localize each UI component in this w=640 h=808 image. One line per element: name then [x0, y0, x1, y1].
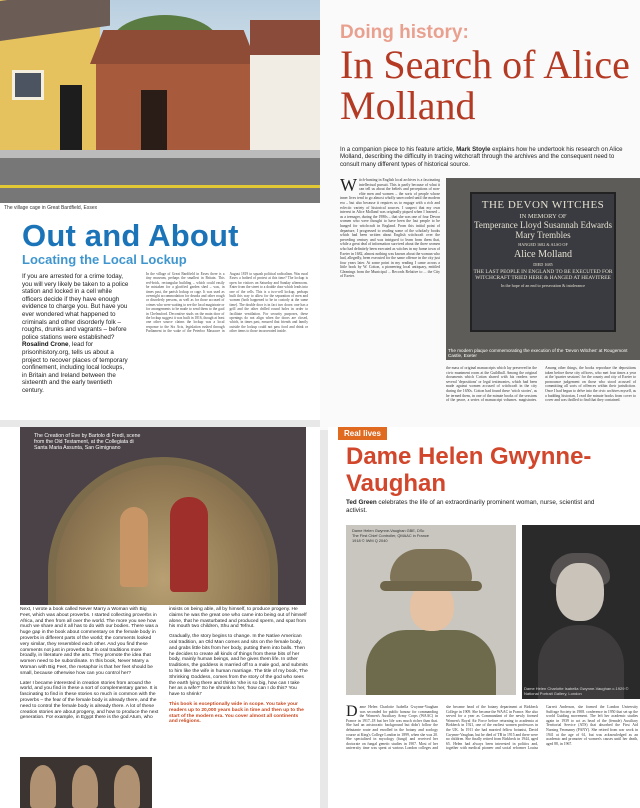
drop-cap: W: [340, 175, 357, 195]
interview-question: This book is exceptionally wide in scope. You take your readers up to 20,000 years back in time and then up to the start of the modern era. You cover almost all continents and religions.: [169, 701, 304, 725]
plaque-photo: [446, 178, 640, 360]
section-label: Doing history:: [340, 22, 469, 43]
fresco-figure: [170, 497, 208, 592]
article-intro: In a companion piece to his feature article, Mark Stoyle explains how he undertook his research on Alice Molland, describing the difficulty in tracing witchcraft through the archives and the consequent need to consult many different types of historical source.: [340, 146, 623, 168]
photo-lockup-building: [96, 60, 251, 155]
uniform-portrait: [346, 525, 516, 695]
devon-witches-plaque: THE DEVON WITCHES IN MEMORY OF Temperance Lloyd Susannah Edwards Mary Trembles HANGED 1682 & ALSO OF Alice Molland DIED 1685 THE LAST PEOPLE IN ENGLAND TO BE EXECUTED FOR WITCHCRAFT TRIED HERE & HANGED AT HEAVITREE In the hope of an end to persecution & intolerance: [470, 192, 616, 332]
article-intro: If you are arrested for a crime today, you will very likely be taken to a police station and locked in a cell while officers decide if they have enough evidence to charge you. But have you ever wondered what happened to criminals and other disorderly folk – roughs, drunks and vagrants – before police stations were established? Rosalind Crone, lead for prisonhistory.org, tells us about a project to recover places of temporary confinement, including local lockups, in Britain and Ireland between the sixteenth and the early twentieth century.: [22, 273, 129, 394]
statues-photo: [20, 757, 152, 808]
article-body: In the village of Great Bardfield in Essex there is a tiny museum, perhaps the smallest in Britain. This red-brick, rectangular building – which could easily be mistaken for a glorified garden shed – was, in times past, the parish lockup or cage. It was used as overnight accommodation for drunks and other rough or disorderly persons, as well as for those accused of crimes who were waiting to see the local magistrate or for arrangements to be made to send them to the gaol in Chelmsford. Decorative studs on the main door of the lockup suggest it was built in 1816, though at least one other source claims the lockup was a local response to the Six Acts, legislation rushed through Parliament in the wake of the Peterloo Massacre in August 1819 to squash political radicalism. Was rural Essex a hotbed of protest at this time? The lockup is open for visitors on Saturday and Sunday afternoons. Enter from the street to a double door which leads into one of the cells. This is a two-cell lockup, perhaps built this way to allow for the separation of men and women (both happened to be in custody at the same time). The double door is in fact two doors: one has a grill and the other drilled round holes in order to facilitate ventilation. For security purposes, these openings do not align when the doors are closed, which, in times past, ensured that friends and family outside the lockup could not pass food and drink or other items to those incarcerated inside.: [146, 272, 308, 334]
article-intro: Ted Green celebrates the life of an extraordinarily prominent woman, nurse, scientist and activist.: [346, 499, 595, 514]
fresco-caption: The Creation of Eve by Bartolo di Fredi, scene from the Old Testament, at the Collegiata di Santa Maria Assunta, San Gimignano: [34, 433, 141, 452]
intro-author: Ted Green: [346, 499, 377, 506]
article-title: Out and About: [22, 218, 239, 253]
real-lives-tag: Real lives: [338, 427, 387, 440]
intro-author: Rosalind Crone: [22, 341, 69, 349]
portrait-caption: Dame Helen Charlotte Isabella Gwynne-Vaughan c.1929 © National Portrait Gallery, London: [524, 686, 629, 697]
article-title: In Search of Alice Molland: [340, 42, 630, 128]
article-subtitle: Locating the Local Lockup: [22, 252, 187, 267]
photo-road: [0, 158, 320, 203]
drop-cap: D: [346, 703, 358, 720]
plaque-caption: The modern plaque commemorating the execution of the 'Devon Witches' at Rougemont Castle, Exeter: [448, 348, 628, 358]
photo-white-house: [250, 20, 320, 150]
article-body-left: Witch-hunting in English local archives is a fascinating intellectual pursuit. This is partly because of what it can tell us about the beliefs and perceptions of non-elite men and women – the sorts of people whose inner lives tend to go almost wholly unrecorded until the modern era – but also because it requires us to engage with a rich and eclectic variety of historical sources. I suspect that my own interest in Alice Molland was originally piqued when I learned – as a teenager, during the 1980s – that she was one of four Devon women who were thought to have been the last people to be hanged for witchcraft in England. From this initial point of departure, I progressed to reading some of the scholarly books which had been written about English witchcraft over the preceding century and was intrigued to learn from them that, while a great deal of information survived about the three women who had definitely been executed as witches in my home town of Exeter in 1682, almost nothing was known about the woman who had, allegedly, been executed for the same offence in the city just four years later. At some point in my reading I came across a little book by W. Cotton, a pioneering local antiquary, entitled Gleanings from the Municipal ... Records Relative to ... the City of Exeter.: [340, 175, 440, 279]
village-cage-photo: [0, 0, 320, 203]
alice-molland-page: [320, 0, 640, 430]
photo-yellow-house: [0, 0, 100, 150]
portrait-caption: Dame Helen Gwynne-Vaughan GBE, DSc The First Chief Controller, QMAAC in France 1918 © IWM Q 2040: [352, 528, 429, 543]
creation-stories-page: [0, 427, 320, 808]
article-title: Dame Helen Gwynne-Vaughan: [346, 443, 592, 497]
bw-portrait: [522, 525, 640, 699]
out-and-about-page: [0, 0, 320, 420]
article-body-bottom: the mass of original manuscripts which lay preserved in the civic muniment room at the Guildhall. Among the original documents which Cotton shared with his readers were several 'depositions' or legal testimonies, which had been made against women accused of witchcraft in the city during the 1650s. Cotton had found these 'witch stories', as he termed them, in one of the minute books of the sessions of the peace, a series of manuscript volumes. magistrates. Among other things, the books reproduce the depositions taken before these city officers, who met four times a year at the 'quarter sessions' for the county and city of Exeter to pronounce judgement on those who stood accused of committing all sorts of offences within their jurisdiction. Once I had begun to delve into the civic archives myself, as a budding historian, I read the minute books from cover to cover and was thrilled to find that they contained.: [446, 366, 636, 403]
fresco-figure: [120, 507, 148, 587]
article-body: Dame Helen Charlotte Isabella Gwynne-Vaughan was seconded for public honour for commanding the Women's Auxiliary Army Corps (WAAC) in France in 1917–18 but her life was much richer than that. She had an aristocratic background but didn't follow the debutante route and enrolled in the botany and zoology course at King's College London in 1899, when she was 20. She specialised in mycology (fungi) and received her doctorate on fungal genetic studies in 1907. Most of her university time was spent at various London colleges and she became head of the botany department at Birkbeck College in 1909. She became the WAAC in France. She also served for a year as Commandant of the newly formed Women's Royal Air Force before returning to academia at Birkbeck in 1921, one of the earliest women professors in the UK. In 1911 she had married fellow botanist, David Gwynne-Vaughan, but he died of TB in 1915 and there were no children. She finally retired from Birkbeck in 1944, aged 65. Helen had always been interested in politics and, together with medical pioneer and social reformer Louisa Garrett Anderson, she formed the London University Suffrage Society in 1908. conference in 1950 that set up the world Guiding movement. The left her academic studies again in 1939 to act as head of the (female) Auxiliary Territorial Service (ATS) that absorbed the First Aid Nursing Yeomanry (FANY). She retired from war work in 1941 at the age of 61, but was acknowledged as an academic and promoter of women's causes until her death, aged 88, in 1967.: [346, 703, 638, 751]
dame-helen-page: [328, 427, 640, 808]
photo-caption: The village cage in Great Bardfield, Essex: [4, 205, 98, 211]
intro-author: Mark Stoyle: [456, 146, 491, 153]
creation-of-eve-fresco: [20, 427, 306, 605]
article-body: Next, I wrote a book called Never Marry a Woman with Big Feet, which was about proverbs. I started collecting proverbs in Africa, and then from all over the world. The more you see how much we share and it all has to do with our bodies. There was a huge gap in the book about commentary on the female body in proverbs in different parts of the world; the comments looked very similar, they resembled each other. And you find these comments not just in proverbs but in oral traditions more broadly, in literature and the arts. They promote the idea that women need to be subordinate. In this book, Never Marry a Woman with Big Feet, the metaphor is that her feet should be small, because otherwise how can you control her? Later I became interested in creation stories from around the world, and you find in these a sort of complementary game. It is fascinating to find in these stories so much in common with the proverbs – the fear of the female body is already there, and the need to control the female body is already there. A lot of these creation stories are about progeny, and how to produce the next generation. For example, in Egypt there is the god Atum, who insists on being able, all by himself, to produce progeny. He claims he was the great one who came into being out of himself alone, that he masturbated and produced sperm, and spat from his mouth two children, Shu and Tefnut. Gradually, the story begins to change. In the Native American oral tradition, an Old Man comes and sits on the female body, and grabs little bits from her body, putting them into balls. Then he decides to create all kinds of things from these bits of her body, mainly human beings, and he gives them life. In other traditions, the goddess is married off to a male god, and submits to him like the wife in human marriage. The title of my book, The Shrinking Goddess, comes from the story of the god who sees the earth lying there and thinks 'she is so big, how can I take her as a wife?' So he shrunk to her, 'how can I do this? You have to shrink!' This book is exceptionally wide in scope. You take your readers up to 20,000 years back in time and then up to the start of the modern era. You cover almost all continents and religions.: [20, 607, 308, 725]
